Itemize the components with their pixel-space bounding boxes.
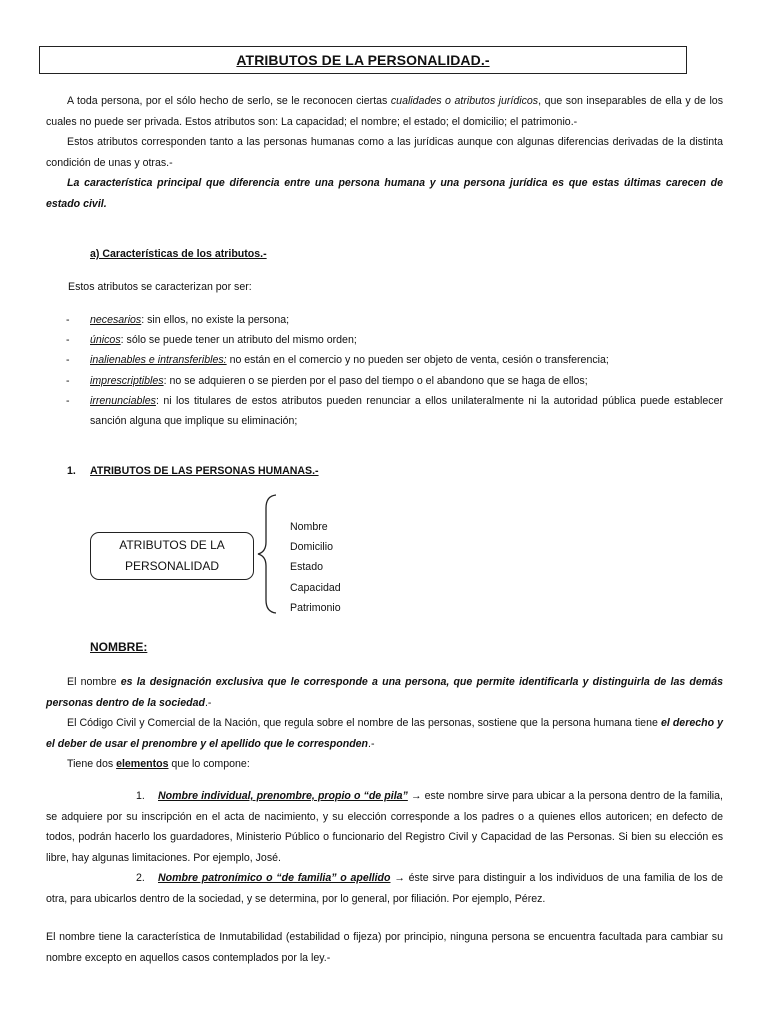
diagram-attributes-list xyxy=(290,517,341,618)
list-dash: - xyxy=(66,354,70,367)
list-sep: : xyxy=(155,394,159,407)
intro-paragraph-1 xyxy=(46,91,723,132)
list-text: sin ellos, no existe la persona; xyxy=(144,314,290,326)
list-text: no están en el comercio y no pueden ser objeto de venta, cesión o transferencia; xyxy=(226,354,609,367)
diagram-box-line-1: ATRIBUTOS DE LA xyxy=(119,538,225,552)
page-title: ATRIBUTOS DE LA PERSONALIDAD.- xyxy=(236,52,490,68)
title-box xyxy=(39,46,687,74)
nombre-paragraph-1 xyxy=(46,672,723,713)
curly-brace-icon xyxy=(256,494,280,614)
list-item xyxy=(66,350,723,370)
element-term: Nombre patronímico o “de familia” o apellido xyxy=(158,872,391,884)
diagram-item-domicilio: Domicilio xyxy=(290,541,333,554)
nombre-p1-start: El nombre xyxy=(67,676,121,688)
list-text: no se adquieren o se pierden por el paso del tiempo o el abandono que se haga de ellos; xyxy=(166,374,588,387)
diagram-item-capacidad: Capacidad xyxy=(290,581,341,594)
list-sep: : xyxy=(163,374,167,387)
list-term: únicos xyxy=(90,334,121,347)
element-number: 1. xyxy=(136,790,145,802)
nombre-p1-definition: es la designación exclusiva que le corresponde a una persona, que permite identificarla y distinguirla de las demás personas dentro de la sociedad xyxy=(46,676,723,709)
nombre-p3-start: Tiene dos xyxy=(67,758,117,770)
list-sep: : xyxy=(120,334,124,347)
list-item xyxy=(66,391,723,431)
intro-p1-start: A toda persona, por el sólo hecho de serlo, se le reconocen ciertas xyxy=(67,95,391,107)
nombre-element-1 xyxy=(46,786,723,868)
element-number: 2. xyxy=(136,872,145,884)
list-term: imprescriptibles xyxy=(90,374,164,387)
list-term: necesarios xyxy=(90,314,142,326)
list-dash: - xyxy=(66,334,70,347)
section-1-title: ATRIBUTOS DE LAS PERSONAS HUMANAS.- xyxy=(90,465,319,477)
element-text: éste sirve para distinguir a los individuos de una familia de los de otra, para ubicarlos dentro de la sociedad, y se determina, por lo general, por filiación. Por ejemplo, Pérez. xyxy=(46,872,724,905)
nombre-block xyxy=(46,672,723,775)
list-term: irrenunciables xyxy=(90,394,156,407)
nombre-p3-elementos: elementos xyxy=(116,758,169,770)
nombre-elements-block xyxy=(46,786,723,909)
list-item xyxy=(66,371,723,391)
list-dash: - xyxy=(66,394,70,407)
nombre-paragraph-3 xyxy=(46,754,723,775)
element-term: Nombre individual, prenombre, propio o “de pila” xyxy=(158,790,408,802)
nombre-paragraph-4: El nombre tiene la característica de Inmutabilidad (estabilidad o fijeza) por principio, ninguna persona se encuentra facultada para cambiar su nombre excepto en aquellos casos contemplados por la ley.- xyxy=(46,931,723,964)
list-item xyxy=(66,310,723,330)
nombre-element-2 xyxy=(46,868,723,909)
intro-paragraph-3: La característica principal que diferencia entre una persona humana y una persona jurídica es que estas últimas carecen de estado civil. xyxy=(46,177,723,210)
section-1-heading xyxy=(67,465,319,477)
nombre-p3-end: que lo compone: xyxy=(168,758,250,770)
list-dash: - xyxy=(66,314,70,326)
nombre-p2-end: .- xyxy=(368,737,375,750)
section-1-number: 1. xyxy=(67,465,76,477)
intro-paragraph-2: Estos atributos corresponden tanto a las personas humanas como a las jurídicas aunque con algunas diferencias derivadas de la distinta condición de unas y otras.- xyxy=(46,136,723,169)
diagram-item-estado: Estado xyxy=(290,561,323,574)
element-text: este nombre sirve para ubicar a la persona dentro de la familia, se adquiere por su inscripción en el acta de nacimiento, y su elección corresponde a los padres o a quienes ellos autoricen; en defecto de todos, podrán hacerlo los guardadores, Ministerio Público o funcionario del Registro Civil y Capacidad de las Personas. Si bien su elección es libre, hay algunas limitaciones. Por ejemplo, José. xyxy=(46,790,723,864)
diagram-box-line-2: PERSONALIDAD xyxy=(124,559,220,573)
intro-block xyxy=(46,91,723,214)
nombre-paragraph-2 xyxy=(46,713,723,754)
list-item xyxy=(66,330,723,350)
list-text: sólo se puede tener un atributo del mismo orden; xyxy=(123,334,357,347)
attributes-characteristics-list xyxy=(66,310,723,431)
diagram-item-patrimonio: Patrimonio xyxy=(290,601,341,614)
intro-p1-end: , que son inseparables de ella y de los cuales no puede ser privada. Estos atributos son: La capacidad; el nombre; el estado; el domicilio; el patrimonio.- xyxy=(46,95,723,128)
nombre-p1-end: .- xyxy=(204,696,212,709)
diagram-item-nombre: Nombre xyxy=(290,521,328,533)
arrow-right-icon: → xyxy=(407,790,425,802)
intro-p1-italic: cualidades o atributos jurídicos xyxy=(390,95,539,107)
nombre-p2-emphasis: el derecho y el deber de usar el prenombre y el apellido que le corresponden xyxy=(46,717,724,750)
section-a-lead: Estos atributos se caracterizan por ser: xyxy=(68,281,252,293)
nombre-inmutabilidad-block xyxy=(46,927,723,968)
nombre-p2-start: El Código Civil y Comercial de la Nación, que regula sobre el nombre de las personas, sostiene que la persona humana tiene xyxy=(67,717,661,729)
list-term: inalienables e intransferibles: xyxy=(90,354,227,367)
list-dash: - xyxy=(66,374,70,387)
list-sep: : xyxy=(141,314,145,326)
nombre-heading: NOMBRE: xyxy=(90,640,148,654)
arrow-right-icon: → xyxy=(390,872,409,884)
attributes-diagram-box xyxy=(90,532,254,580)
list-text: ni los titulares de estos atributos pueden renunciar a ellos unilateralmente ni la autoridad pública puede establecer sanción alguna que implique su eliminación; xyxy=(90,394,723,428)
section-a-heading: a) Características de los atributos.- xyxy=(90,248,267,260)
